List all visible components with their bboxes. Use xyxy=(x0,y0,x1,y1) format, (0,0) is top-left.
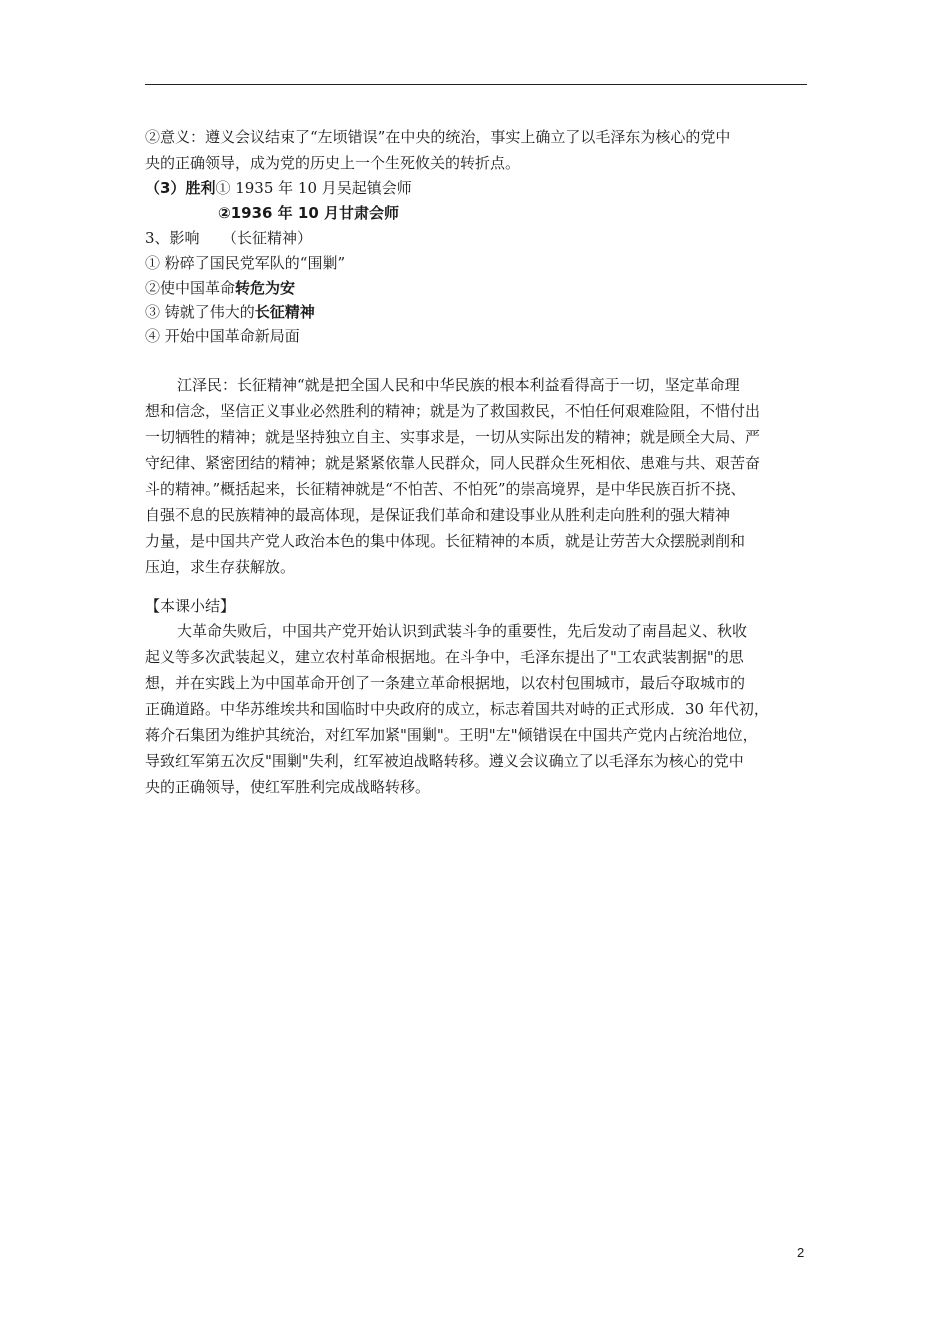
summary-line: 导致红军第五次反"围剿"失利，红军被迫战略转移。遵义会议确立了以毛泽东为核心的党中 xyxy=(145,752,744,770)
impact-item-1: ① 粉碎了国民党军队的“围剿” xyxy=(145,254,346,272)
summary-heading: 【本课小结】 xyxy=(145,597,236,615)
impact-item-4: ④ 开始中国革命新局面 xyxy=(145,327,300,345)
victory-item-1: ① 1935 年 10 月吴起镇会师 xyxy=(215,179,412,197)
quote-line: 江泽民：长征精神“就是把全国人民和中华民族的根本利益看得高于一切，坚定革命理 xyxy=(177,376,740,394)
summary-line: 央的正确领导，使红军胜利完成战略转移。 xyxy=(145,778,431,796)
summary-line: 蒋介石集团为维护其统治，对红军加紧"围剿"。王明"左"倾错误在中国共产党内占统治地位， xyxy=(145,726,758,744)
victory-label: 胜利 xyxy=(185,179,216,197)
victory-item-2: ②1936 年 10 月甘肃会师 xyxy=(218,204,399,222)
impact-item-3 xyxy=(145,300,315,324)
summary-line: 想，并在实践上为中国革命开创了一条建立革命根据地，以农村包围城市，最后夺取城市的 xyxy=(145,674,746,692)
summary-line: 起义等多次武装起义，建立农村革命根据地。在斗争中，毛泽东提出了"工农武装割据"的思 xyxy=(145,648,744,666)
quote-line: 斗的精神。”概括起来，长征精神就是“不怕苦、不怕死”的崇高境界，是中华民族百折不挠、 xyxy=(145,480,746,498)
quote-paragraph xyxy=(145,372,807,580)
summary-line: 正确道路。中华苏维埃共和国临时中央政府的成立，标志着国共对峙的正式形成．30 年代初， xyxy=(145,700,769,718)
impact-item-3-prefix: ③ 铸就了伟大的 xyxy=(145,303,255,321)
page-number: 2 xyxy=(797,1245,805,1260)
quote-line: 力量，是中国共产党人政治本色的集中体现。长征精神的本质，就是让劳苦大众摆脱剥削和 xyxy=(145,532,746,550)
quote-line: 守纪律、紧密团结的精神；就是紧紧依靠人民群众，同人民群众生死相依、患难与共、艰苦奋 xyxy=(145,454,761,472)
meaning-line-1: ②意义：遵义会议结束了“左顷错误”在中央的统治，事实上确立了以毛泽东为核心的党中 xyxy=(145,128,731,146)
impact-heading: 3、影响 （长征精神） xyxy=(145,229,313,247)
impact-item-2-bold: 转危为安 xyxy=(235,279,296,297)
impact-item-2-prefix: ②使中国革命 xyxy=(145,279,236,297)
quote-line: 一切牺牲的精神；就是坚持独立自主、实事求是，一切从实际出发的精神；就是顾全大局、严 xyxy=(145,428,761,446)
summary-paragraph xyxy=(145,618,807,800)
meaning-line-2: 央的正确领导，成为党的历史上一个生死攸关的转折点。 xyxy=(145,154,521,172)
quote-line: 压迫，求生存获解放。 xyxy=(145,558,296,576)
header-rule xyxy=(145,84,807,85)
victory-label-prefix: （3） xyxy=(145,179,186,197)
quote-line: 想和信念，坚信正义事业必然胜利的精神；就是为了救国救民，不怕任何艰难险阻，不惜付出 xyxy=(145,402,761,420)
quote-line: 自强不息的民族精神的最高体现，是保证我们革命和建设事业从胜利走向胜利的强大精神 xyxy=(145,506,731,524)
impact-item-2 xyxy=(145,276,295,300)
victory-line xyxy=(145,176,412,200)
impact-item-3-bold: 长征精神 xyxy=(254,303,315,321)
summary-line: 大革命失败后，中国共产党开始认识到武装斗争的重要性，先后发动了南昌起义、秋收 xyxy=(177,622,748,640)
